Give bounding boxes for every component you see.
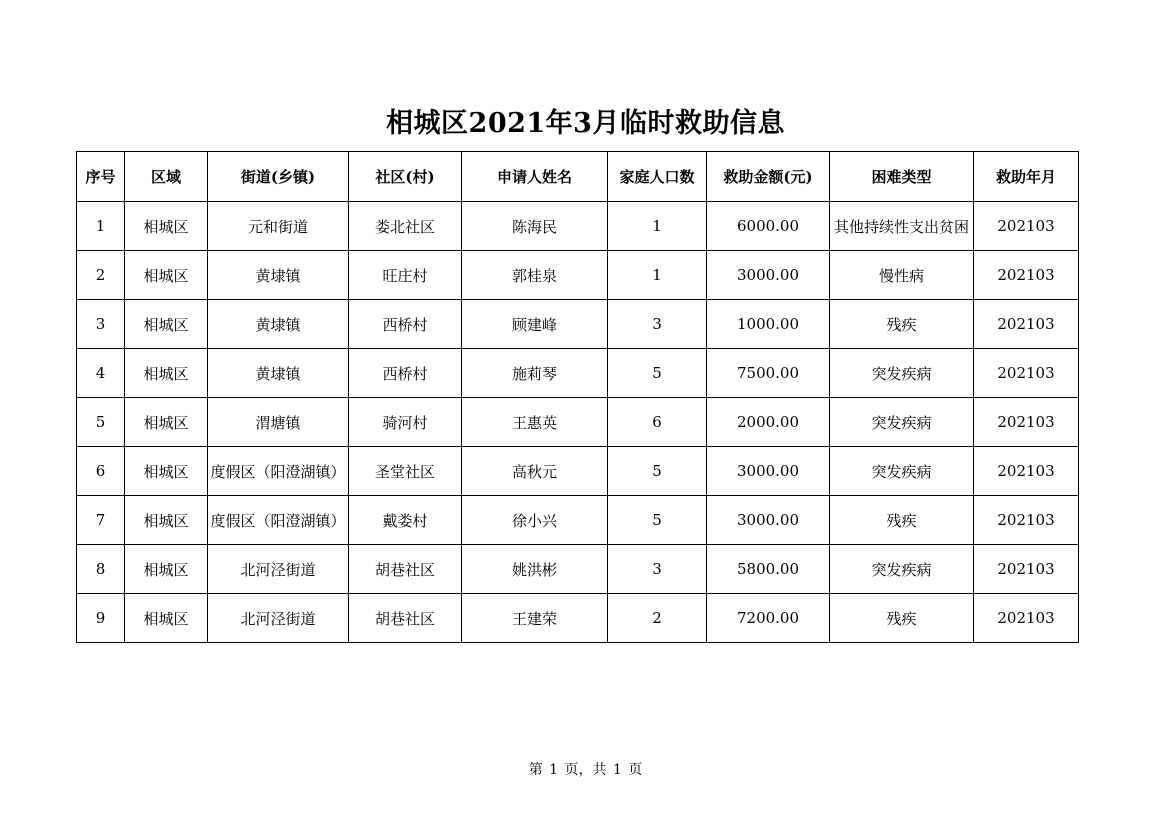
cell-district: 相城区 — [125, 300, 208, 349]
cell-street: 黄埭镇 — [208, 349, 349, 398]
cell-amount: 3000.00 — [707, 496, 830, 545]
cell-community: 圣堂社区 — [349, 447, 462, 496]
table-row — [77, 594, 1079, 643]
cell-month: 202103 — [974, 300, 1079, 349]
cell-applicant: 顾建峰 — [462, 300, 608, 349]
cell-household-size: 5 — [608, 447, 707, 496]
cell-index: 5 — [77, 398, 125, 447]
cell-index: 4 — [77, 349, 125, 398]
header-district: 区域 — [125, 152, 208, 202]
header-community: 社区(村) — [349, 152, 462, 202]
cell-household-size: 2 — [608, 594, 707, 643]
cell-household-size: 3 — [608, 545, 707, 594]
cell-index: 8 — [77, 545, 125, 594]
cell-amount: 2000.00 — [707, 398, 830, 447]
cell-applicant: 郭桂泉 — [462, 251, 608, 300]
cell-amount: 5800.00 — [707, 545, 830, 594]
relief-table — [76, 151, 1079, 643]
cell-household-size: 1 — [608, 251, 707, 300]
cell-amount: 7500.00 — [707, 349, 830, 398]
header-index: 序号 — [77, 152, 125, 202]
cell-month: 202103 — [974, 349, 1079, 398]
cell-district: 相城区 — [125, 545, 208, 594]
cell-month: 202103 — [974, 202, 1079, 251]
cell-applicant: 施莉琴 — [462, 349, 608, 398]
cell-hardship-type: 残疾 — [830, 300, 974, 349]
cell-amount: 1000.00 — [707, 300, 830, 349]
cell-month: 202103 — [974, 496, 1079, 545]
cell-district: 相城区 — [125, 594, 208, 643]
cell-applicant: 徐小兴 — [462, 496, 608, 545]
cell-community: 戴娄村 — [349, 496, 462, 545]
cell-street: 北河泾街道 — [208, 545, 349, 594]
cell-month: 202103 — [974, 398, 1079, 447]
cell-index: 2 — [77, 251, 125, 300]
table-row — [77, 447, 1079, 496]
table-row — [77, 496, 1079, 545]
cell-amount: 7200.00 — [707, 594, 830, 643]
header-hardship-type: 困难类型 — [830, 152, 974, 202]
cell-applicant: 王建荣 — [462, 594, 608, 643]
page-footer: 第 1 页，共 1 页 — [528, 762, 643, 778]
cell-amount: 3000.00 — [707, 447, 830, 496]
cell-hardship-type: 慢性病 — [830, 251, 974, 300]
cell-index: 3 — [77, 300, 125, 349]
cell-applicant: 王惠英 — [462, 398, 608, 447]
page-title: 相城区2021年3月临时救助信息 — [386, 108, 785, 139]
table-header-row — [77, 152, 1079, 202]
cell-district: 相城区 — [125, 251, 208, 300]
cell-hardship-type: 突发疾病 — [830, 447, 974, 496]
table-row — [77, 398, 1079, 447]
cell-month: 202103 — [974, 251, 1079, 300]
cell-district: 相城区 — [125, 202, 208, 251]
cell-district: 相城区 — [125, 398, 208, 447]
cell-district: 相城区 — [125, 349, 208, 398]
cell-community: 西桥村 — [349, 300, 462, 349]
cell-index: 1 — [77, 202, 125, 251]
header-month: 救助年月 — [974, 152, 1079, 202]
cell-community: 旺庄村 — [349, 251, 462, 300]
cell-applicant: 高秋元 — [462, 447, 608, 496]
cell-household-size: 5 — [608, 349, 707, 398]
cell-hardship-type: 突发疾病 — [830, 349, 974, 398]
cell-household-size: 5 — [608, 496, 707, 545]
cell-community: 西桥村 — [349, 349, 462, 398]
cell-index: 9 — [77, 594, 125, 643]
cell-street: 度假区（阳澄湖镇） — [208, 496, 349, 545]
header-applicant: 申请人姓名 — [462, 152, 608, 202]
cell-index: 7 — [77, 496, 125, 545]
cell-hardship-type: 其他持续性支出贫困 — [830, 202, 974, 251]
cell-street: 度假区（阳澄湖镇） — [208, 447, 349, 496]
cell-street: 黄埭镇 — [208, 300, 349, 349]
cell-household-size: 3 — [608, 300, 707, 349]
cell-community: 胡巷社区 — [349, 545, 462, 594]
cell-household-size: 6 — [608, 398, 707, 447]
table-row — [77, 202, 1079, 251]
cell-street: 渭塘镇 — [208, 398, 349, 447]
cell-hardship-type: 突发疾病 — [830, 398, 974, 447]
cell-district: 相城区 — [125, 496, 208, 545]
cell-community: 骑河村 — [349, 398, 462, 447]
cell-household-size: 1 — [608, 202, 707, 251]
cell-hardship-type: 残疾 — [830, 496, 974, 545]
table-row — [77, 545, 1079, 594]
cell-month: 202103 — [974, 545, 1079, 594]
header-household-size: 家庭人口数 — [608, 152, 707, 202]
cell-applicant: 姚洪彬 — [462, 545, 608, 594]
table-row — [77, 300, 1079, 349]
cell-month: 202103 — [974, 594, 1079, 643]
cell-index: 6 — [77, 447, 125, 496]
cell-hardship-type: 残疾 — [830, 594, 974, 643]
cell-amount: 3000.00 — [707, 251, 830, 300]
table-row — [77, 349, 1079, 398]
header-street: 街道(乡镇) — [208, 152, 349, 202]
cell-street: 北河泾街道 — [208, 594, 349, 643]
cell-community: 娄北社区 — [349, 202, 462, 251]
cell-month: 202103 — [974, 447, 1079, 496]
cell-hardship-type: 突发疾病 — [830, 545, 974, 594]
table-row — [77, 251, 1079, 300]
cell-district: 相城区 — [125, 447, 208, 496]
header-amount: 救助金额(元) — [707, 152, 830, 202]
cell-applicant: 陈海民 — [462, 202, 608, 251]
cell-street: 元和街道 — [208, 202, 349, 251]
cell-street: 黄埭镇 — [208, 251, 349, 300]
cell-community: 胡巷社区 — [349, 594, 462, 643]
cell-amount: 6000.00 — [707, 202, 830, 251]
